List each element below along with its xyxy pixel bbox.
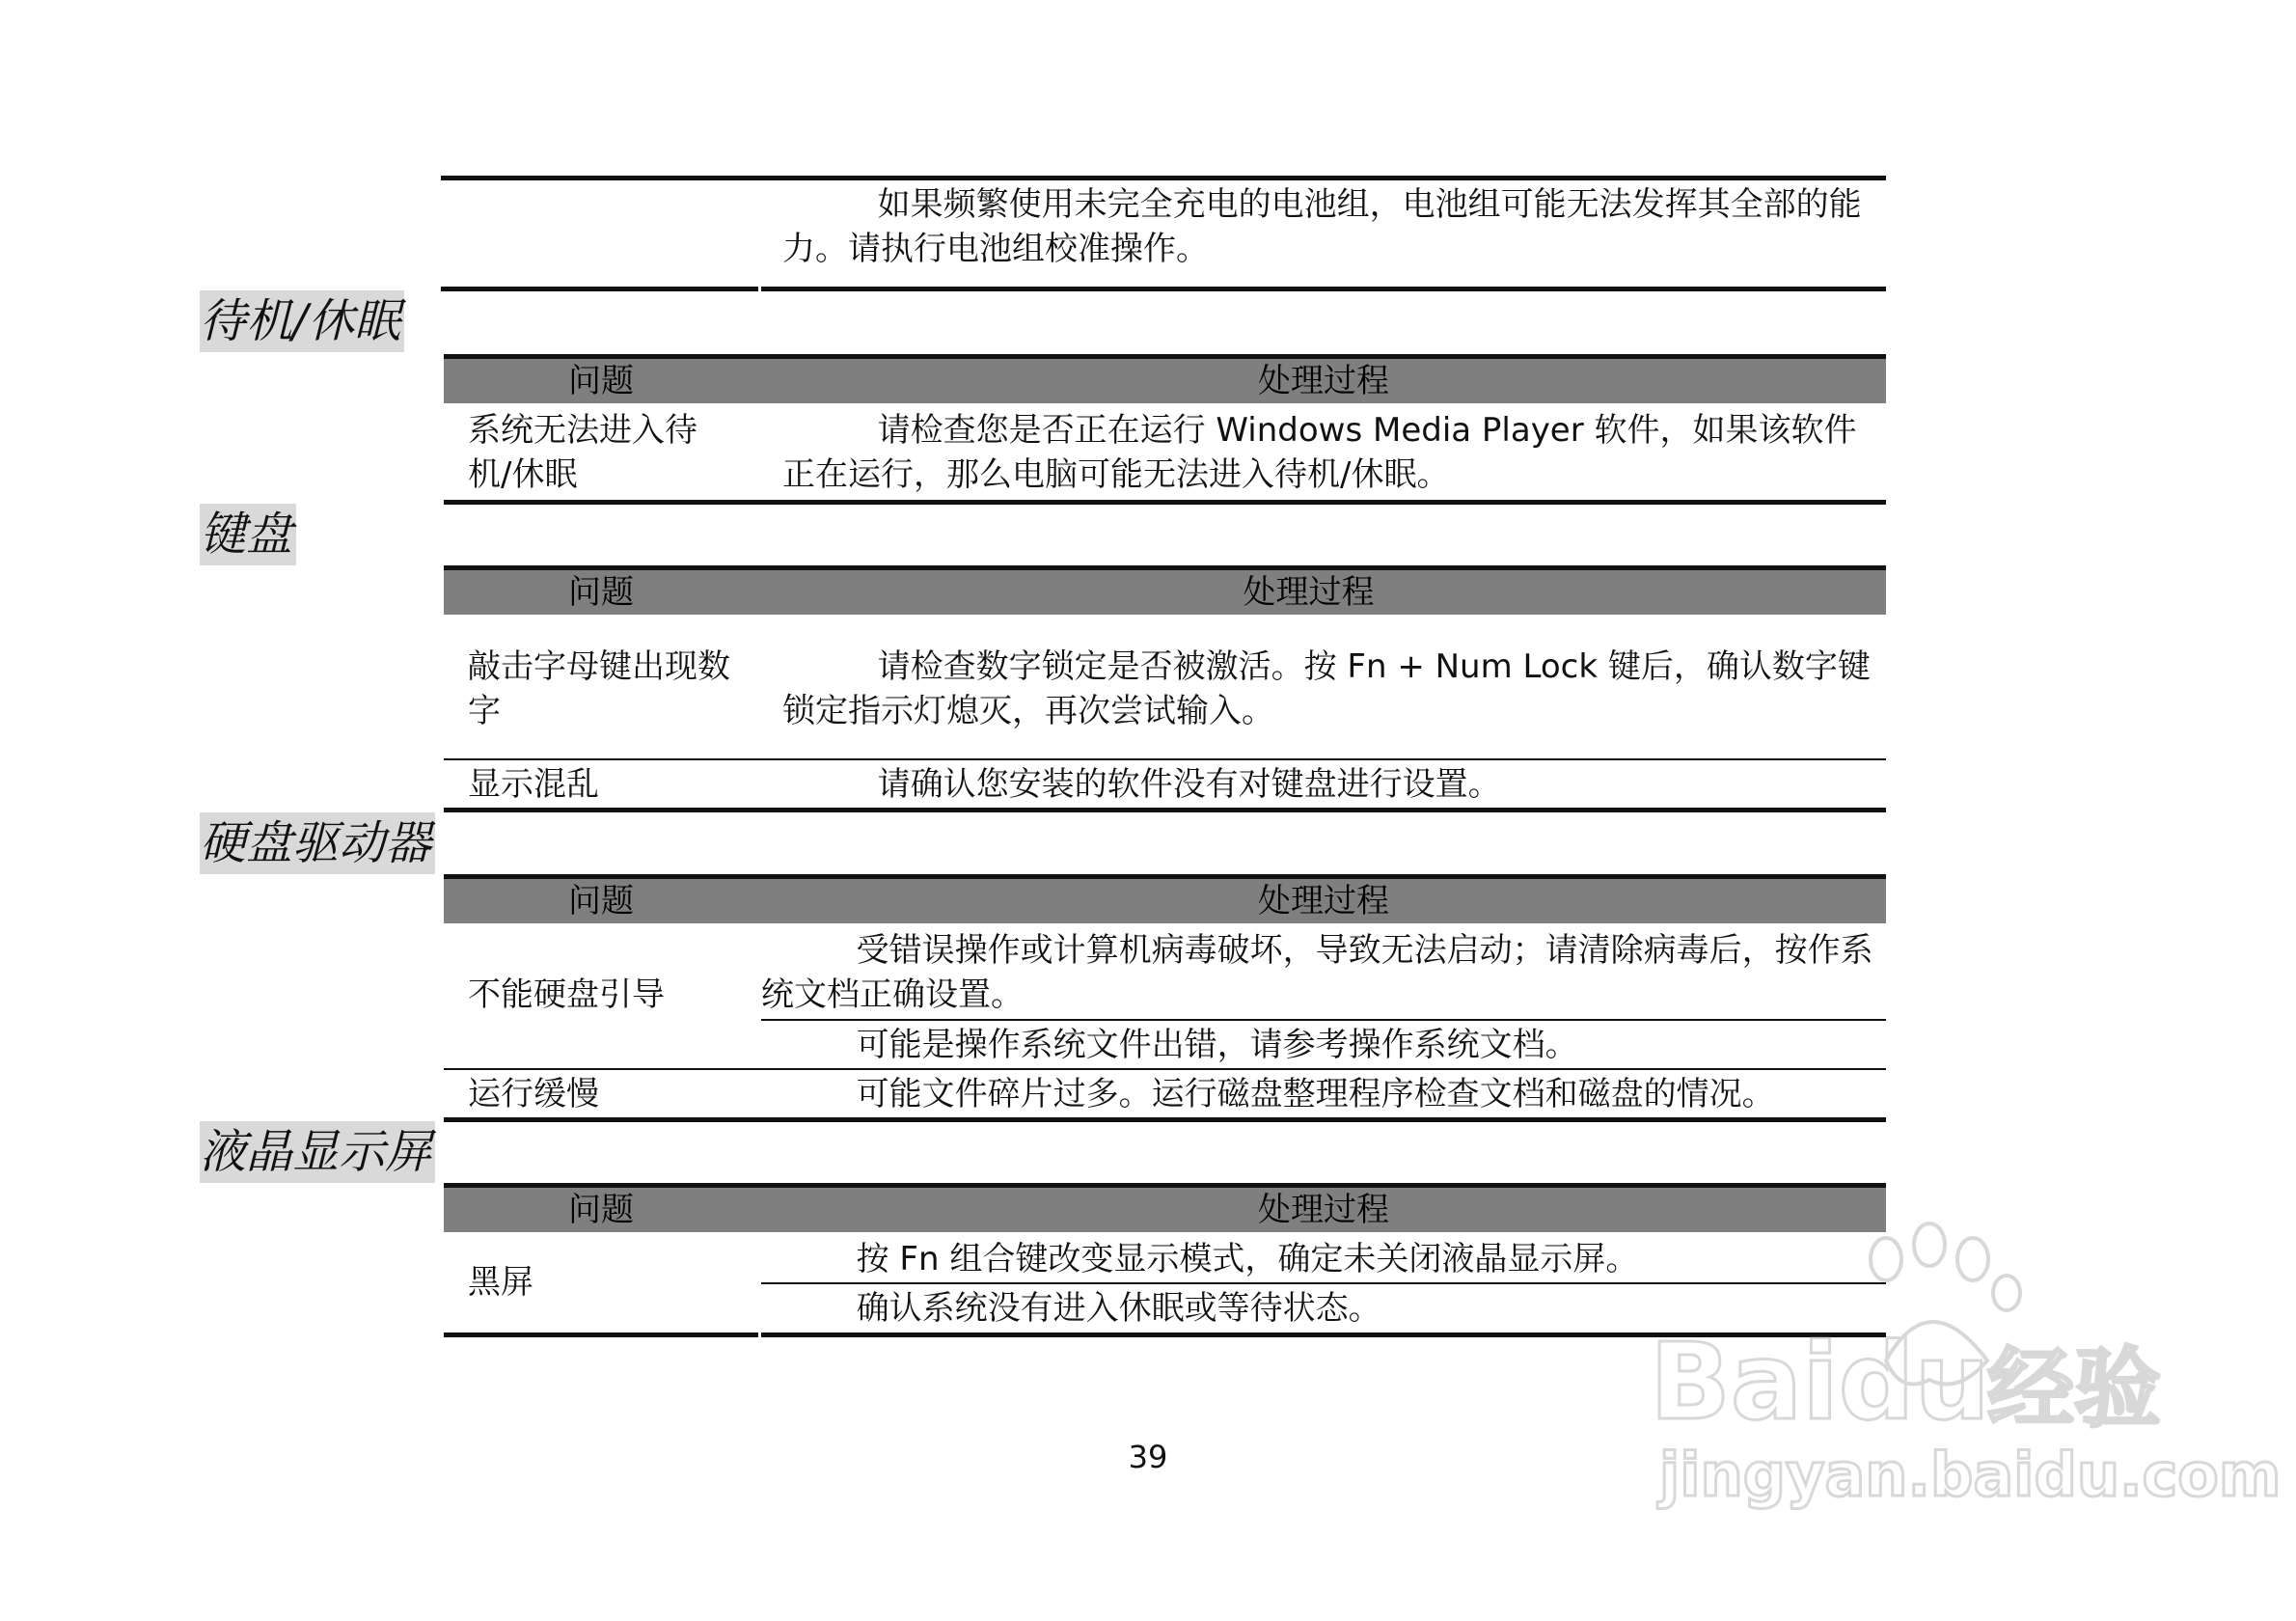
page-number: 39 [1128, 1439, 1168, 1475]
lcd-row-procedure-1: 按 Fn 组合键改变显示模式，确定未关闭液晶显示屏。 [856, 1240, 1639, 1278]
top-bottom-gap [758, 282, 761, 295]
hdd-row1-procedure-1: 受错误操作或计算机病毒破坏，导致无法启动；请清除病毒后，按作系统文档正确设置。 [761, 931, 1873, 1014]
keyboard-row1-procedure: 请检查数字锁定是否被激活。按 Fn + Num Lock 键后，确认数字键锁定指示灯熄灭，再次尝试输入。 [782, 647, 1871, 730]
standby-row-question: 系统无法进入待机/休眠 [468, 411, 697, 494]
baidu-jingyan-watermark [1640, 1225, 2282, 1515]
keyboard-header-question: 问题 [568, 573, 634, 612]
section-title-standby: 待机/休眠 [200, 290, 404, 352]
standby-header-question: 问题 [568, 362, 634, 400]
watermark-cn: 经验 [1987, 1338, 2161, 1440]
top-bottom-rule [441, 287, 1886, 291]
standby-header-procedure: 处理过程 [1258, 362, 1389, 400]
lcd-header-question: 问题 [568, 1191, 634, 1229]
hdd-header-question: 问题 [568, 882, 634, 920]
hdd-row1-question: 不能硬盘引导 [468, 975, 665, 1014]
keyboard-row2-question: 显示混乱 [468, 765, 599, 804]
hdd-row-divider [444, 1068, 1886, 1070]
keyboard-row-divider [444, 758, 1886, 760]
standby-row-procedure: 请检查您是否正在运行 Windows Media Player 软件，如果该软件正在运行，那么电脑可能无法进入待机/休眠。 [782, 411, 1857, 494]
keyboard-table-bottom [444, 808, 1886, 812]
keyboard-row2-procedure: 请确认您安装的软件没有对键盘进行设置。 [877, 765, 1501, 804]
top-procedure-text: 如果频繁使用未完全充电的电池组，电池组可能无法发挥其全部的能力。请执行电池组校准操作。 [782, 185, 1862, 268]
hdd-row1-procedure-2: 可能是操作系统文件出错，请参考操作系统文档。 [856, 1026, 1578, 1064]
keyboard-row1-question: 敲击字母键出现数字 [468, 647, 730, 730]
watermark-url: jingyan.baidu.com [1659, 1440, 2282, 1510]
section-title-keyboard: 键盘 [200, 504, 296, 565]
section-title-hdd: 硬盘驱动器 [200, 812, 435, 874]
hdd-row2-procedure: 可能文件碎片过多。运行磁盘整理程序检查文档和磁盘的情况。 [856, 1075, 1775, 1113]
standby-table-bottom [444, 500, 1886, 505]
hdd-row2-question: 运行缓慢 [468, 1075, 599, 1113]
lcd-row-procedure-2: 确认系统没有进入休眠或等待状态。 [856, 1289, 1381, 1328]
watermark-brand: Baidu [1650, 1320, 1990, 1443]
lcd-row-question: 黑屏 [468, 1263, 533, 1302]
top-rule [441, 176, 1886, 180]
lcd-header-procedure: 处理过程 [1258, 1191, 1389, 1229]
hdd-table-bottom [444, 1117, 1886, 1122]
lcd-bottom-gap [758, 1328, 761, 1341]
section-title-lcd: 液晶显示屏 [200, 1121, 435, 1183]
hdd-subrow-divider [761, 1019, 1886, 1021]
keyboard-header-procedure: 处理过程 [1243, 573, 1375, 612]
hdd-header-procedure: 处理过程 [1258, 882, 1389, 920]
